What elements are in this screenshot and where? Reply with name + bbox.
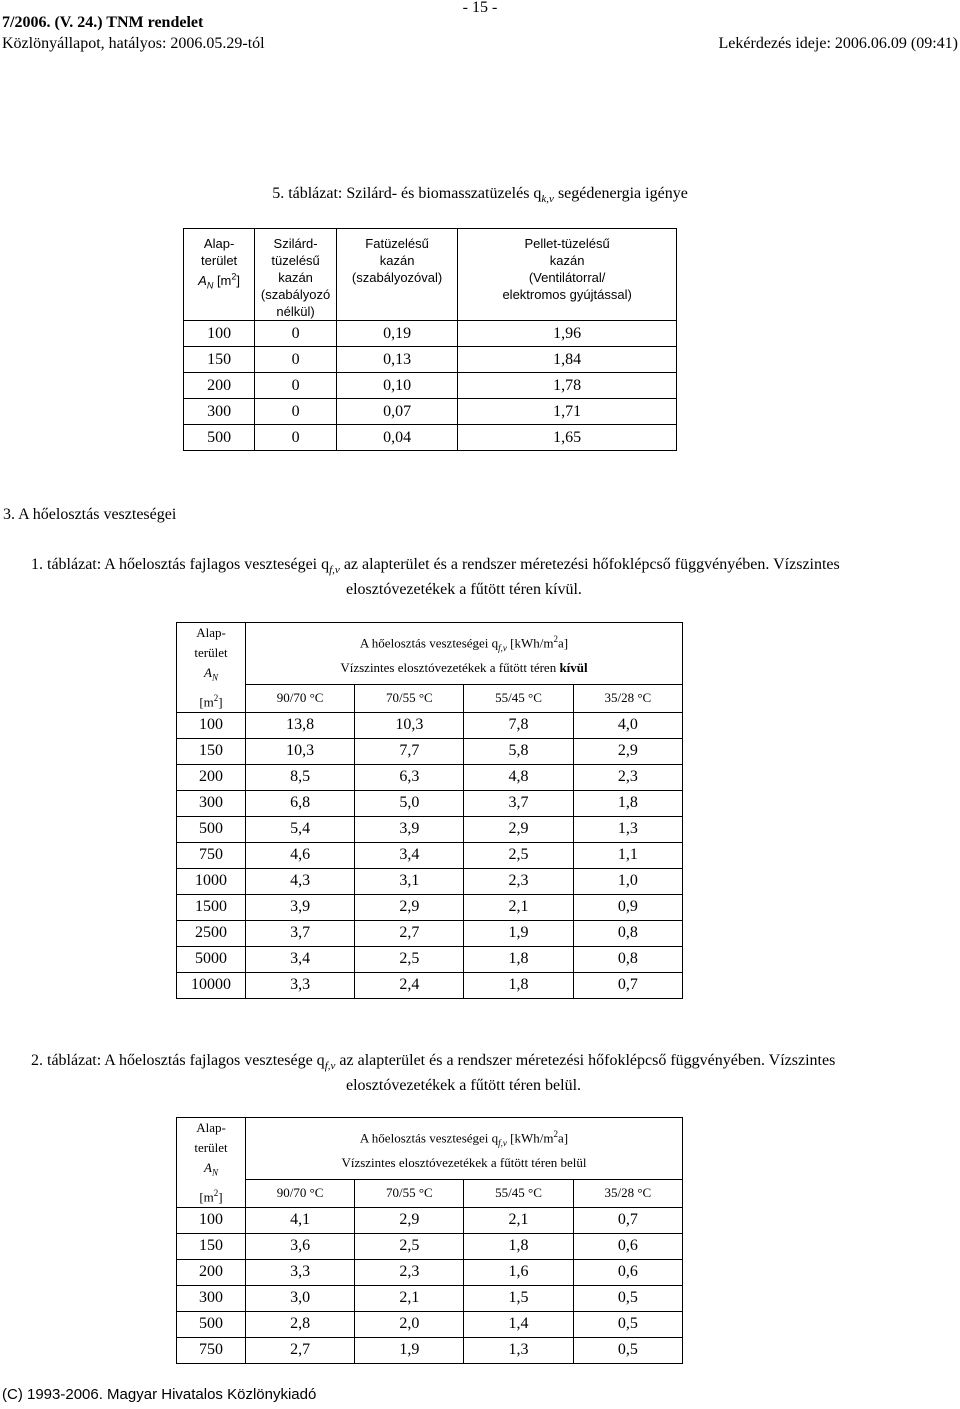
table1-cell: 3,7	[246, 920, 355, 946]
table2-body	[177, 1207, 683, 1363]
table1-cell: 0,7	[573, 972, 682, 998]
table5-cell: 0	[255, 373, 337, 399]
table2-temp-header: 55/45 °C	[464, 1179, 573, 1207]
table1-cell: 4,6	[246, 842, 355, 868]
table2-row	[177, 1233, 683, 1259]
table1-cell: 2,5	[355, 946, 464, 972]
table1-row	[177, 764, 683, 790]
table1-cell: 0,8	[573, 946, 682, 972]
table2-cell: 2,0	[355, 1311, 464, 1337]
table1-cell: 1,1	[573, 842, 682, 868]
table5-cell: 1,65	[458, 425, 677, 451]
table1-cell: 1,8	[464, 972, 573, 998]
table5-header-wood: Fatüzelésű kazán (szabályozóval)	[336, 229, 457, 321]
table5-header-solid: Szilárd- tüzelésű kazán (szabályozó nélkül)	[255, 229, 337, 321]
table1-cell: 500	[177, 816, 246, 842]
table1-caption: 1. táblázat: A hőelosztás fajlagos veszteségei $q_{f,v}$ az alapterület és a rendszer méretezési hőfoklépcső függvényében. Vízszintes elosztóvezetékek a fűtött téren kívül.	[31, 556, 840, 599]
table5-cell: 0	[255, 399, 337, 425]
table5-cell: 0,07	[336, 399, 457, 425]
table5-cell: 300	[184, 399, 255, 425]
table1-cell: 2,3	[464, 868, 573, 894]
table2-cell: 0,6	[573, 1259, 682, 1285]
table1-cell: 1,0	[573, 868, 682, 894]
table5-caption: 5. táblázat: Szilárd- és biomasszatüzelés $q_{k,v}$ segédenergia igénye	[272, 185, 688, 206]
table5-cell: 1,84	[458, 347, 677, 373]
table5-header-area-line3: $A_N$ $[m^2]$	[198, 272, 241, 291]
table1-temp-header: 90/70 °C	[246, 684, 355, 712]
table1-temp-header: 35/28 °C	[573, 684, 682, 712]
section-heading: 3. A hőelosztás veszteségei	[3, 506, 177, 523]
table1-temp-header: 70/55 °C	[355, 684, 464, 712]
table1-row	[177, 816, 683, 842]
table1-cell: 5,0	[355, 790, 464, 816]
table2-cell: 300	[177, 1285, 246, 1311]
table2-cell: 500	[177, 1311, 246, 1337]
table2-row	[177, 1285, 683, 1311]
table1-cell: 5,4	[246, 816, 355, 842]
table5-header-pellet: Pellet-tüzelésű kazán (Ventilátorral/ elektromos gyújtással)	[458, 229, 677, 321]
table1-row	[177, 972, 683, 998]
table5	[183, 228, 677, 451]
table2-subheader-row	[177, 1179, 683, 1207]
table2-cell: 1,6	[464, 1259, 573, 1285]
table5-cell: 100	[184, 321, 255, 347]
table1-cell: 3,7	[464, 790, 573, 816]
table2-cell: 100	[177, 1207, 246, 1233]
table1-row	[177, 946, 683, 972]
table2-caption: 2. táblázat: A hőelosztás fajlagos vesztesége $q_{f,v}$ az alapterület és a rendszer méretezési hőfoklépcső függvényében. Vízszintes elosztóvezetékek a fűtött téren belül.	[31, 1052, 836, 1095]
table1	[176, 622, 683, 999]
table5-row	[184, 399, 677, 425]
table2-cell: 1,4	[464, 1311, 573, 1337]
table1-row	[177, 920, 683, 946]
table2-cell: 200	[177, 1259, 246, 1285]
table1-subheader-row	[177, 684, 683, 712]
table1-cell: 2,1	[464, 894, 573, 920]
table5-body	[184, 321, 677, 451]
table1-cell: 1,9	[464, 920, 573, 946]
footer-copyright: (C) 1993-2006. Magyar Hivatalos Közlönykiadó	[2, 1386, 317, 1403]
table1-cell: 1500	[177, 894, 246, 920]
table1-cell: 3,9	[246, 894, 355, 920]
table2-cell: 1,8	[464, 1233, 573, 1259]
table2-cell: 3,0	[246, 1285, 355, 1311]
table5-row	[184, 425, 677, 451]
table1-cell: 7,7	[355, 738, 464, 764]
table2-cell: 2,8	[246, 1311, 355, 1337]
table5-cell: 200	[184, 373, 255, 399]
document-state: Közlönyállapot, hatályos: 2006.05.29-tól	[2, 35, 265, 52]
table1-cell: 1,3	[573, 816, 682, 842]
table2-cell: 0,7	[573, 1207, 682, 1233]
table1-row	[177, 894, 683, 920]
table1-cell: 4,8	[464, 764, 573, 790]
table2-cell: 750	[177, 1337, 246, 1363]
table5-cell: 1,96	[458, 321, 677, 347]
table1-cell: 4,3	[246, 868, 355, 894]
table1-cell: 3,4	[355, 842, 464, 868]
table1-cell: 3,9	[355, 816, 464, 842]
table1-cell: 10,3	[246, 738, 355, 764]
table1-cell: 10000	[177, 972, 246, 998]
table2-temp-header: 90/70 °C	[246, 1179, 355, 1207]
table1-header-title: A hőelosztás veszteségei $q_{f,v}$ $[kWh/m^2a]$ Vízszintes elosztóvezetékek a fűtött téren kívül	[246, 623, 683, 685]
table1-cell: 200	[177, 764, 246, 790]
table1-header-area: Alap- terület $A_N$ $[m^2]$	[177, 623, 246, 713]
table5-row	[184, 373, 677, 399]
table2-row	[177, 1259, 683, 1285]
table1-cell: 2,9	[355, 894, 464, 920]
table1-cell: 5000	[177, 946, 246, 972]
table2-cell: 0,6	[573, 1233, 682, 1259]
table2-cell: 1,9	[355, 1337, 464, 1363]
table5-header-area-line1: Alap-	[203, 236, 235, 251]
table2-temp-header: 70/55 °C	[355, 1179, 464, 1207]
table5-cell: 0,13	[336, 347, 457, 373]
table2-cell: 2,9	[355, 1207, 464, 1233]
table5-cell: 150	[184, 347, 255, 373]
table1-cell: 5,8	[464, 738, 573, 764]
table1-cell: 4,0	[573, 712, 682, 738]
table1-cell: 100	[177, 712, 246, 738]
table1-cell: 6,8	[246, 790, 355, 816]
table2-row	[177, 1311, 683, 1337]
table1-row	[177, 738, 683, 764]
table2-temp-header: 35/28 °C	[573, 1179, 682, 1207]
table5-cell: 0	[255, 347, 337, 373]
table5-row	[184, 347, 677, 373]
table2-cell: 0,5	[573, 1337, 682, 1363]
table1-cell: 6,3	[355, 764, 464, 790]
table1-cell: 150	[177, 738, 246, 764]
table1-row	[177, 842, 683, 868]
table1-cell: 1,8	[573, 790, 682, 816]
table5-cell: 0,10	[336, 373, 457, 399]
table1-cell: 2500	[177, 920, 246, 946]
table2-cell: 0,5	[573, 1311, 682, 1337]
table1-cell: 8,5	[246, 764, 355, 790]
table1-cell: 3,4	[246, 946, 355, 972]
page-number: - 15 -	[462, 0, 498, 16]
table2-cell: 2,7	[246, 1337, 355, 1363]
table5-cell: 1,71	[458, 399, 677, 425]
table1-temp-header: 55/45 °C	[464, 684, 573, 712]
table2-cell: 1,5	[464, 1285, 573, 1311]
table1-cell: 2,4	[355, 972, 464, 998]
table2-cell: 0,5	[573, 1285, 682, 1311]
table2-cell: 2,1	[464, 1207, 573, 1233]
table2-cell: 3,6	[246, 1233, 355, 1259]
table5-row	[184, 321, 677, 347]
table5-cell: 0	[255, 321, 337, 347]
table2-header-title: A hőelosztás veszteségei $q_{f,v}$ $[kWh/m^2a]$ Vízszintes elosztóvezetékek a fűtött téren belül	[246, 1118, 683, 1180]
table1-cell: 750	[177, 842, 246, 868]
table1-cell: 1000	[177, 868, 246, 894]
table1-row	[177, 712, 683, 738]
table1-cell: 1,8	[464, 946, 573, 972]
table1-cell: 3,3	[246, 972, 355, 998]
table1-cell: 3,1	[355, 868, 464, 894]
table2-header-area: Alap- terület $A_N$ $[m^2]$	[177, 1118, 246, 1208]
table2-cell: 1,3	[464, 1337, 573, 1363]
table1-body	[177, 712, 683, 998]
table2-cell: 2,3	[355, 1259, 464, 1285]
table5-cell: 500	[184, 425, 255, 451]
table2-row	[177, 1207, 683, 1233]
table1-cell: 0,8	[573, 920, 682, 946]
table1-cell: 2,9	[573, 738, 682, 764]
table5-header-row	[184, 229, 677, 321]
table5-cell: 1,78	[458, 373, 677, 399]
table1-cell: 7,8	[464, 712, 573, 738]
table1-cell: 10,3	[355, 712, 464, 738]
table1-cell: 2,5	[464, 842, 573, 868]
table2-cell: 3,3	[246, 1259, 355, 1285]
table1-cell: 0,9	[573, 894, 682, 920]
table1-cell: 2,3	[573, 764, 682, 790]
table5-header-area-line2: terület	[201, 253, 238, 268]
table5-cell: 0,19	[336, 321, 457, 347]
table2-cell: 2,1	[355, 1285, 464, 1311]
table5-cell: 0	[255, 425, 337, 451]
table5-cell: 0,04	[336, 425, 457, 451]
table2-cell: 150	[177, 1233, 246, 1259]
document-reference: 7/2006. (V. 24.) TNM rendelet	[2, 14, 204, 31]
table5-header-area	[184, 229, 255, 321]
table2	[176, 1117, 683, 1364]
query-date: Lekérdezés ideje: 2006.06.09 (09:41)	[718, 35, 958, 52]
table2-header-row	[177, 1118, 683, 1180]
table2-cell: 2,5	[355, 1233, 464, 1259]
table1-row	[177, 868, 683, 894]
table1-cell: 13,8	[246, 712, 355, 738]
table2-row	[177, 1337, 683, 1363]
table1-cell: 2,9	[464, 816, 573, 842]
table1-row	[177, 790, 683, 816]
table1-cell: 2,7	[355, 920, 464, 946]
table1-cell: 300	[177, 790, 246, 816]
table2-cell: 4,1	[246, 1207, 355, 1233]
table1-header-row	[177, 623, 683, 685]
